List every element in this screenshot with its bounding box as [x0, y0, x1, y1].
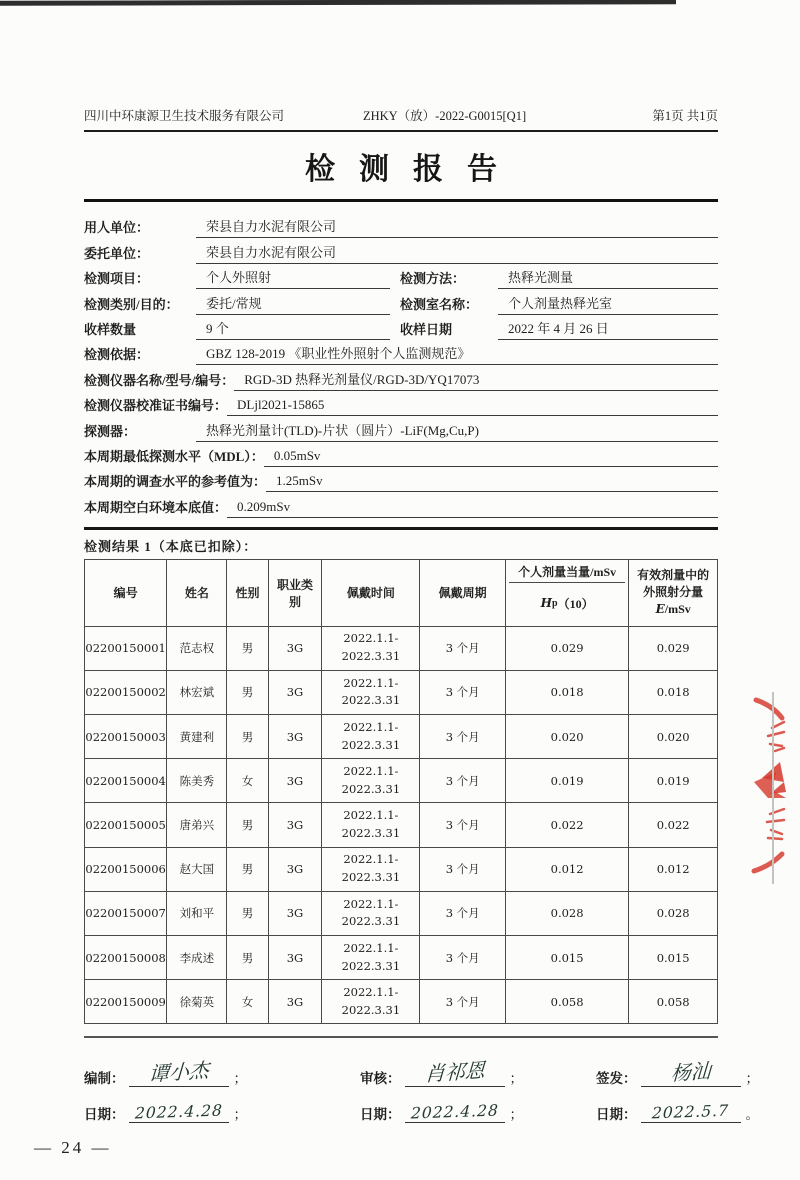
- cell-cycle: 3 个月: [420, 670, 505, 714]
- field-row-calibration: [84, 391, 718, 416]
- lab-value: 个人剂量热释光室: [498, 293, 718, 315]
- prepared-date-label: 日期：: [84, 1107, 125, 1123]
- cell-id: 02200150006: [85, 847, 167, 891]
- field-row-mdl: [84, 442, 718, 467]
- cell-effective-dose: 0.029: [629, 626, 718, 670]
- category-value: 委托/常规: [196, 293, 390, 315]
- method-label: 检测方法：: [400, 271, 466, 287]
- cell-period: 2022.1.1- 2022.3.31: [322, 670, 420, 714]
- reviewed-date-value: 2022.4.28: [405, 1103, 505, 1123]
- cell-cycle: 3 个月: [420, 715, 505, 759]
- client-label: 委托单位：: [84, 245, 150, 261]
- scan-edge-artifact: [0, 0, 676, 6]
- detector-value: 热释光剂量计(TLD)-片状（圆片）-LiF(Mg,Cu,P): [196, 420, 718, 442]
- results-section-title: 检测结果 1（本底已扣除）：: [84, 538, 258, 554]
- issued-date: 日期： 2022.5.7 。: [596, 1102, 759, 1123]
- col-header-id: 编号: [85, 559, 167, 626]
- receive-date-label: 收样日期: [400, 321, 453, 337]
- cell-name: 刘和平: [167, 891, 227, 935]
- cell-name: 李成述: [167, 936, 227, 980]
- cell-job: 3G: [268, 936, 322, 980]
- cell-sex: 男: [227, 803, 268, 847]
- cell-cycle: 3 个月: [420, 936, 505, 980]
- col-header-name: 姓名: [167, 559, 227, 626]
- table-row: [85, 670, 718, 714]
- survey-level-value: 1.25mSv: [266, 473, 718, 492]
- reviewed-by-signature: 肖祁恩: [405, 1056, 505, 1087]
- cell-effective-dose: 0.019: [629, 759, 718, 803]
- col-header-job: 职业类别: [268, 559, 322, 626]
- cell-name: 范志权: [167, 626, 227, 670]
- col-header-dose: [505, 559, 628, 626]
- company-name: 四川中环康源卫生技术服务有限公司: [84, 109, 285, 123]
- field-row-item-method: [84, 264, 718, 289]
- cell-job: 3G: [268, 670, 322, 714]
- cell-period: 2022.1.1- 2022.3.31: [322, 759, 420, 803]
- cell-effective-dose: 0.020: [629, 715, 718, 759]
- cell-name: 林宏斌: [167, 670, 227, 714]
- field-row-client: [84, 238, 718, 263]
- cell-id: 02200150009: [85, 980, 167, 1024]
- info-section: [84, 213, 718, 518]
- cell-id: 02200150007: [85, 891, 167, 935]
- cell-job: 3G: [268, 847, 322, 891]
- calibration-label: 检测仪器校准证书编号：: [84, 398, 228, 414]
- survey-level-label: 本周期的调查水平的参考值为：: [84, 474, 267, 490]
- calibration-value: DLjl2021-15865: [227, 397, 718, 416]
- cell-period: 2022.1.1- 2022.3.31: [322, 626, 420, 670]
- category-label: 检测类别/目的：: [84, 296, 179, 312]
- page-count: 第1页 共1页: [652, 109, 718, 123]
- cell-job: 3G: [268, 803, 322, 847]
- cell-id: 02200150004: [85, 759, 167, 803]
- cell-cycle: 3 个月: [420, 803, 505, 847]
- report-content: [84, 106, 759, 1123]
- cell-cycle: 3 个月: [420, 980, 505, 1024]
- table-row: [85, 980, 718, 1024]
- cell-hp10: 0.020: [505, 715, 628, 759]
- mdl-value: 0.05mSv: [264, 448, 718, 467]
- cell-job: 3G: [268, 891, 322, 935]
- report-title: 检测报告: [305, 153, 521, 186]
- background-value: 0.209mSv: [227, 499, 718, 518]
- cell-period: 2022.1.1- 2022.3.31: [322, 803, 420, 847]
- cell-period: 2022.1.1- 2022.3.31: [322, 891, 420, 935]
- results-table: [84, 559, 718, 1025]
- cell-sex: 男: [227, 891, 268, 935]
- dose-equivalent-label: 个人剂量当量/mSv: [509, 562, 625, 583]
- document-header: [84, 106, 718, 132]
- cell-job: 3G: [268, 759, 322, 803]
- cell-hp10: 0.015: [505, 936, 628, 980]
- issued-by-signature: 杨汕: [641, 1056, 741, 1087]
- cell-job: 3G: [268, 980, 322, 1024]
- issued-by: 签发： 杨汕 ；: [596, 1056, 759, 1087]
- sample-qty-label: 收样数量: [84, 321, 137, 337]
- issued-by-label: 签发：: [596, 1071, 637, 1087]
- cell-effective-dose: 0.058: [629, 980, 718, 1024]
- cell-id: 02200150003: [85, 715, 167, 759]
- table-row: [85, 891, 718, 935]
- cell-period: 2022.1.1- 2022.3.31: [322, 980, 420, 1024]
- cell-sex: 女: [227, 980, 268, 1024]
- background-label: 本周期空白环境本底值：: [84, 499, 228, 515]
- cell-cycle: 3 个月: [420, 891, 505, 935]
- cell-cycle: 3 个月: [420, 847, 505, 891]
- col-header-period: 佩戴时间: [322, 559, 420, 626]
- issued-date-label: 日期：: [596, 1107, 637, 1123]
- page-number: — 24 —: [34, 1138, 112, 1157]
- results-divider: [84, 527, 718, 530]
- hp10-label: H p （10）: [540, 596, 594, 611]
- field-row-instrument: [84, 365, 718, 390]
- cell-sex: 男: [227, 626, 268, 670]
- cell-effective-dose: 0.015: [629, 936, 718, 980]
- prepared-date: 日期： 2022.4.28 ；: [84, 1101, 247, 1123]
- document-number: ZHKY（放）-2022-G0015[Q1]: [362, 109, 527, 123]
- issued-date-value: 2022.5.7: [641, 1103, 741, 1123]
- reviewed-by-label: 审核：: [360, 1071, 401, 1087]
- red-seal-icon: [742, 694, 792, 880]
- title-divider: [84, 199, 718, 202]
- table-row: [85, 626, 718, 670]
- table-row: [85, 936, 718, 980]
- cell-cycle: 3 个月: [420, 626, 505, 670]
- receive-date-value: 2022 年 4 月 26 日: [498, 318, 718, 340]
- field-row-qty-date: [84, 315, 718, 340]
- cell-hp10: 0.029: [505, 626, 628, 670]
- cell-sex: 男: [227, 847, 268, 891]
- employer-value: 荣县自力水泥有限公司: [196, 216, 718, 238]
- signature-name-row: [84, 1056, 759, 1087]
- results-tbody: [85, 626, 718, 1024]
- mdl-label: 本周期最低探测水平（MDL）：: [84, 448, 264, 464]
- cell-id: 02200150001: [85, 626, 167, 670]
- cell-hp10: 0.028: [505, 891, 628, 935]
- field-row-employer: [84, 213, 718, 238]
- cell-job: 3G: [268, 715, 322, 759]
- client-value: 荣县自力水泥有限公司: [196, 242, 718, 264]
- instrument-value: RGD-3D 热释光剂量仪/RGD-3D/YQ17073: [234, 369, 718, 391]
- cell-period: 2022.1.1- 2022.3.31: [322, 847, 420, 891]
- cell-effective-dose: 0.022: [629, 803, 718, 847]
- basis-label: 检测依据：: [84, 347, 150, 363]
- prepared-by-label: 编制：: [84, 1071, 125, 1087]
- signature-divider: [84, 1036, 718, 1038]
- table-row: [85, 715, 718, 759]
- cell-sex: 女: [227, 759, 268, 803]
- cell-sex: 男: [227, 670, 268, 714]
- field-row-detector: [84, 416, 718, 441]
- prepared-by-signature: 谭小杰: [129, 1056, 229, 1087]
- sample-qty-value: 9 个: [196, 318, 390, 340]
- cell-name: 黄建利: [167, 715, 227, 759]
- cell-period: 2022.1.1- 2022.3.31: [322, 936, 420, 980]
- reviewed-date-label: 日期：: [360, 1107, 401, 1123]
- cell-name: 唐弟兴: [167, 803, 227, 847]
- reviewed-date: 日期： 2022.4.28 ；: [360, 1101, 523, 1123]
- cell-hp10: 0.012: [505, 847, 628, 891]
- page-edge-shadow: [772, 692, 774, 884]
- cell-name: 赵大国: [167, 847, 227, 891]
- col-header-effective-dose: 有效剂量中的外照射分量 E/mSv: [629, 559, 718, 626]
- cell-hp10: 0.058: [505, 980, 628, 1024]
- cell-period: 2022.1.1- 2022.3.31: [322, 715, 420, 759]
- table-row: [85, 759, 718, 803]
- cell-effective-dose: 0.028: [629, 891, 718, 935]
- cell-hp10: 0.022: [505, 803, 628, 847]
- header-row: [85, 559, 718, 626]
- cell-name: 陈美秀: [167, 759, 227, 803]
- signature-date-row: [84, 1101, 759, 1123]
- method-value: 热释光测量: [498, 267, 718, 289]
- cell-id: 02200150005: [85, 803, 167, 847]
- cell-hp10: 0.019: [505, 759, 628, 803]
- cell-id: 02200150008: [85, 936, 167, 980]
- col-header-cycle: 佩戴周期: [420, 559, 505, 626]
- employer-label: 用人单位：: [84, 220, 150, 236]
- prepared-by: 编制： 谭小杰 ；: [84, 1058, 247, 1087]
- table-row: [85, 847, 718, 891]
- partial-red-seal-stamp: [742, 694, 792, 880]
- field-row-category-lab: [84, 289, 718, 314]
- signature-section: [84, 1056, 759, 1123]
- field-row-basis: [84, 340, 718, 365]
- cell-effective-dose: 0.018: [629, 670, 718, 714]
- cell-id: 02200150002: [85, 670, 167, 714]
- cell-hp10: 0.018: [505, 670, 628, 714]
- detector-label: 探测器：: [84, 423, 137, 439]
- prepared-date-value: 2022.4.28: [129, 1103, 229, 1123]
- basis-value: GBZ 128-2019 《职业性外照射个人监测规范》: [196, 343, 718, 365]
- lab-label: 检测室名称：: [400, 296, 479, 312]
- cell-name: 徐菊英: [167, 980, 227, 1024]
- cell-sex: 男: [227, 715, 268, 759]
- instrument-label: 检测仪器名称/型号/编号：: [84, 372, 235, 388]
- table-row: [85, 803, 718, 847]
- field-row-background: [84, 492, 718, 517]
- results-table-head: [85, 559, 718, 626]
- reviewed-by: 审核： 肖祁恩 ；: [360, 1058, 523, 1087]
- cell-cycle: 3 个月: [420, 759, 505, 803]
- field-row-survey-level: [84, 467, 718, 492]
- col-header-sex: 性别: [227, 559, 268, 626]
- item-label: 检测项目：: [84, 271, 150, 287]
- cell-effective-dose: 0.012: [629, 847, 718, 891]
- item-value: 个人外照射: [196, 267, 390, 289]
- cell-job: 3G: [268, 626, 322, 670]
- cell-sex: 男: [227, 936, 268, 980]
